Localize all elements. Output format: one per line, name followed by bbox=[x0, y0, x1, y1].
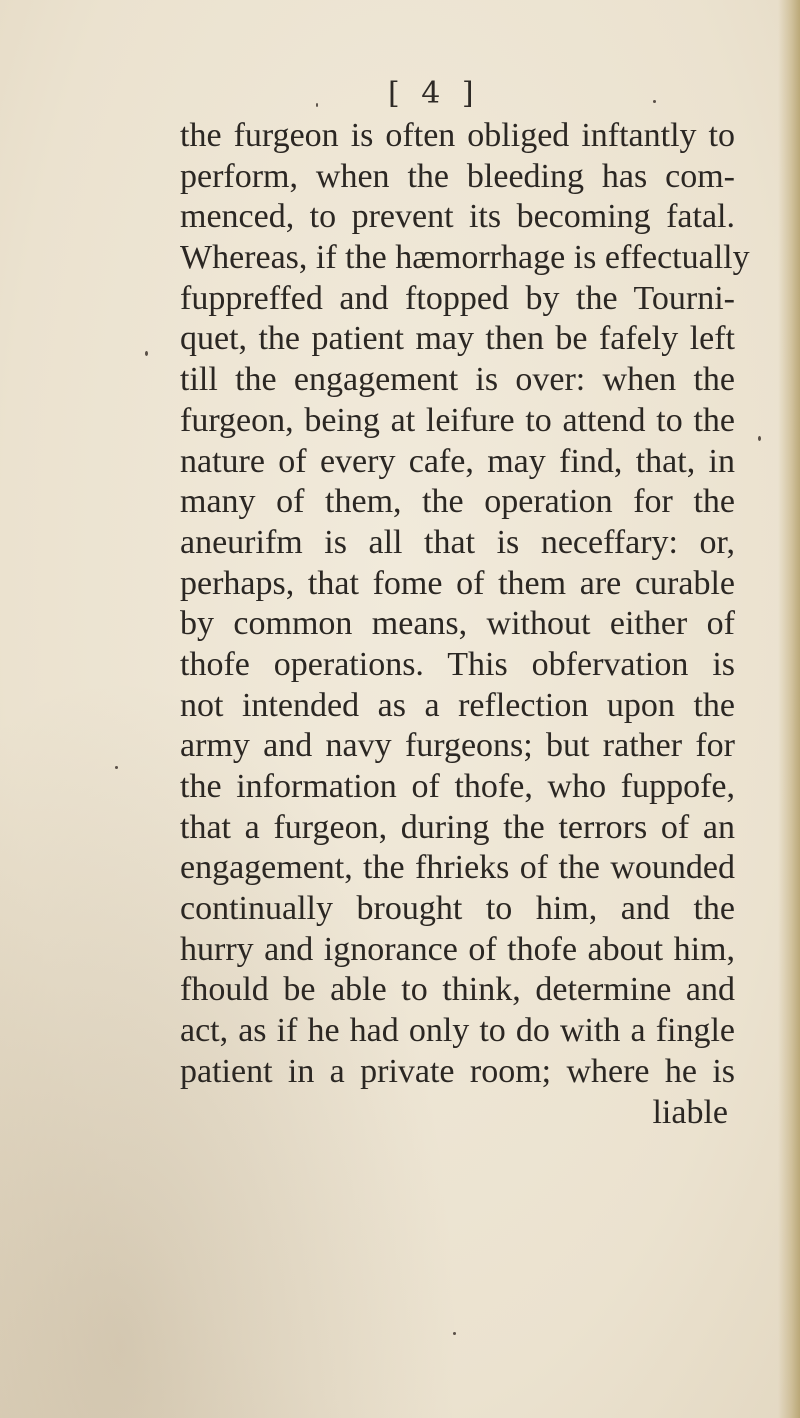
text-line-22: fhould be able to think, determine and bbox=[180, 971, 735, 1009]
text-line-17: the information of thofe, who fuppofe, bbox=[180, 768, 735, 805]
text-line-4: Whereas, if the hæmorrhage is effectually bbox=[180, 239, 750, 277]
text-line-21: hurry and ignorance of thofe about him, bbox=[180, 930, 735, 968]
text-line-7: till the engagement is over: when the bbox=[180, 361, 735, 399]
catchword: liable bbox=[652, 1093, 728, 1131]
paper-speck bbox=[653, 100, 656, 103]
text-line-12: perhaps, that fome of them are curable bbox=[180, 564, 735, 602]
text-line-11: aneurifm is all that is neceffary: or, bbox=[180, 523, 735, 561]
text-line-1: the furgeon is often obliged inftantly to bbox=[180, 117, 735, 154]
text-line-16: army and navy furgeons; but rather for bbox=[180, 727, 735, 765]
text-line-13: by common means, without either of bbox=[180, 605, 735, 643]
paper-speck bbox=[453, 1332, 456, 1335]
text-line-24: patient in a private room; where he is bbox=[180, 1052, 735, 1090]
page-number: [ 4 ] bbox=[388, 76, 480, 111]
text-line-15: not intended as a reflection upon the bbox=[180, 686, 735, 724]
text-line-9: nature of every cafe, may find, that, in bbox=[180, 442, 735, 480]
paper-speck bbox=[758, 436, 761, 441]
text-line-3: menced, to prevent its becoming fatal. bbox=[180, 198, 735, 236]
text-line-23: act, as if he had only to do with a fingle bbox=[180, 1012, 735, 1050]
text-line-20: continually brought to him, and the bbox=[180, 890, 735, 928]
text-line-2: perform, when the bleeding has com- bbox=[180, 157, 735, 195]
paper-speck bbox=[115, 766, 118, 769]
text-line-19: engagement, the fhrieks of the wounded bbox=[180, 849, 735, 887]
body-text bbox=[180, 116, 750, 1133]
text-line-5: fuppreffed and ftopped by the Tourni- bbox=[180, 279, 735, 317]
text-line-10: many of them, the operation for the bbox=[180, 483, 735, 521]
paper-speck bbox=[316, 103, 318, 107]
paper-speck bbox=[145, 351, 148, 356]
text-line-18: that a furgeon, during the terrors of an bbox=[180, 808, 735, 846]
text-line-14: thofe operations. This obfervation is bbox=[180, 645, 735, 683]
text-line-6: quet, the patient may then be fafely left bbox=[180, 320, 735, 358]
page-edge-shadow bbox=[778, 0, 800, 1418]
text-line-8: furgeon, being at leifure to attend to the bbox=[180, 401, 735, 439]
